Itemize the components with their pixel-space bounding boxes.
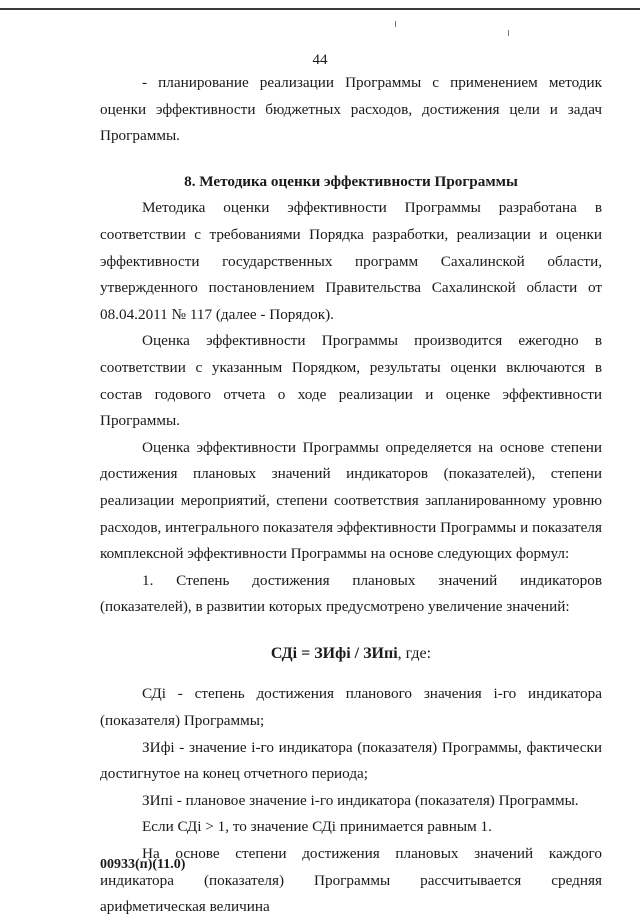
paragraph-methodology: Методика оценки эффективности Программы разработана в соответствии с требованиями Порядка разработки, реализации и оценки эффективности государственных программ Сахалинской области, утвержденного постановлением Правительства Сахалинской области от 08.04.2011 № 117 (далее - Порядок). <box>100 199 602 323</box>
scan-speck <box>395 21 396 27</box>
rule-sd-cap: Если СДі > 1, то значение СДі принимается равным 1. <box>142 818 492 836</box>
formula <box>100 641 602 668</box>
formula-expression: СДі = ЗИфі / ЗИпі <box>270 644 398 662</box>
definition-zip: ЗИпі - плановое значение і-го индикатора (показателя) Программы. <box>142 791 579 809</box>
section-heading: 8. Методика оценки эффективности Программы <box>184 172 518 190</box>
paragraph-average: На основе степени достижения плановых значений каждого индикатора (показателя) Программы рассчитывается средняя арифметическая величина <box>100 845 602 916</box>
definition-sd: СДі - степень достижения планового значения і-го индикатора (показателя) Программы; <box>100 685 602 730</box>
footer-document-code: 00933(п)(11.0) <box>100 857 186 872</box>
formula-suffix: , где: <box>397 644 432 662</box>
document-body <box>100 70 602 921</box>
paragraph-indicator-degree: 1. Степень достижения плановых значений индикаторов (показателей), в развитии которых предусмотрено увеличение значений: <box>100 571 602 616</box>
page-number: 44 <box>312 52 328 68</box>
definition-zif: ЗИфі - значение і-го индикатора (показателя) Программы, фактически достигнутое на конец отчетного периода; <box>100 738 602 783</box>
top-scan-rule <box>0 8 640 10</box>
paragraph-annual-evaluation: Оценка эффективности Программы производится ежегодно в соответствии с указанным Порядком, результаты оценки включаются в состав годового отчета о ходе реализации и оценке эффективности Программы. <box>100 332 602 430</box>
paragraph-evaluation-basis: Оценка эффективности Программы определяется на основе степени достижения плановых значений индикаторов (показателей), степени реализации мероприятий, степени соответствия запланированному уровню расходов, интегрального показателя эффективности Программы и показателя комплексной эффективности Программы на основе следующих формул: <box>100 438 602 563</box>
scan-speck <box>508 30 509 36</box>
paragraph-planning: - планирование реализации Программы с применением методик оценки эффективности бюджетных расходов, достижения цели и задач Программы. <box>100 74 602 145</box>
